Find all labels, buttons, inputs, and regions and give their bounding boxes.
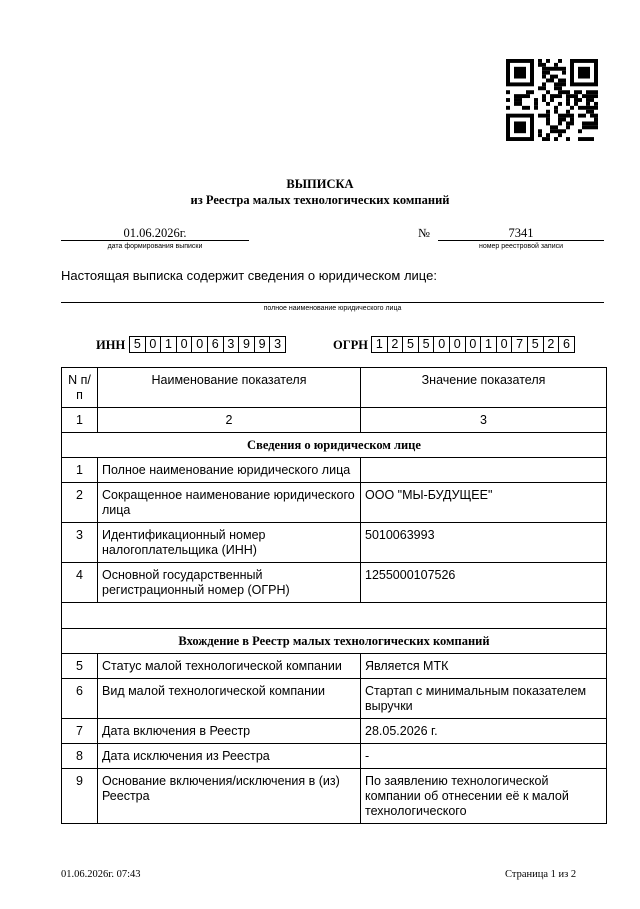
qr-module	[566, 121, 570, 125]
qr-module	[570, 121, 574, 125]
registry-table	[61, 367, 607, 824]
qr-module	[546, 110, 550, 114]
qr-module	[558, 118, 562, 122]
digit-cell: 2	[543, 336, 559, 353]
qr-module	[546, 137, 550, 141]
qr-module	[586, 94, 590, 98]
statement-text: Настоящая выписка содержит сведения о юридическом лице:	[61, 268, 437, 283]
qr-module	[554, 110, 558, 114]
qr-module	[546, 118, 550, 122]
qr-module	[582, 125, 586, 129]
company-name-line	[61, 288, 604, 303]
digit-cell: 9	[254, 336, 270, 353]
qr-module	[558, 121, 562, 125]
row-number: 7	[62, 719, 98, 744]
qr-module	[562, 118, 566, 122]
registry-number-caption: номер реестровой записи	[478, 243, 564, 250]
row-indicator: Основной государственный регистрационный номер (ОГРН)	[98, 563, 361, 603]
qr-module	[578, 129, 582, 133]
qr-module	[562, 71, 566, 75]
qr-module	[562, 82, 566, 86]
qr-module	[558, 79, 562, 83]
qr-module	[542, 114, 546, 118]
qr-module	[522, 94, 526, 98]
qr-module	[538, 59, 542, 63]
qr-module	[574, 90, 578, 94]
qr-module	[534, 98, 538, 102]
qr-module	[574, 102, 578, 106]
table-row	[62, 563, 607, 603]
qr-module	[538, 114, 542, 118]
row-indicator: Основание включения/исключения в (из) Реестра	[98, 769, 361, 824]
qr-module	[578, 137, 582, 141]
qr-module	[566, 137, 570, 141]
qr-module	[590, 98, 594, 102]
empty-row	[62, 603, 607, 629]
qr-module	[570, 106, 574, 110]
qr-module	[558, 129, 562, 133]
qr-module	[570, 94, 574, 98]
qr-module	[506, 90, 510, 94]
qr-module	[542, 94, 546, 98]
qr-module	[554, 75, 558, 79]
digit-cell: 5	[527, 336, 543, 353]
qr-code	[506, 59, 598, 141]
qr-module	[530, 90, 534, 94]
row-value: Стартап с минимальным показателем выручки	[361, 679, 607, 719]
registry-number-value: 7341	[508, 226, 534, 240]
qr-module	[550, 75, 554, 79]
qr-module	[558, 133, 562, 137]
qr-module	[590, 94, 594, 98]
row-value: -	[361, 744, 607, 769]
qr-module	[578, 106, 582, 110]
qr-module	[566, 90, 570, 94]
qr-module	[586, 102, 590, 106]
row-number: 1	[62, 458, 98, 483]
qr-module	[546, 90, 550, 94]
qr-module	[506, 98, 510, 102]
qr-module	[578, 90, 582, 94]
header-indicator: Наименование показателя	[98, 368, 361, 408]
row-number: 8	[62, 744, 98, 769]
qr-module	[518, 102, 522, 106]
row-number: 4	[62, 563, 98, 603]
qr-module	[590, 114, 594, 118]
qr-module	[562, 129, 566, 133]
section-header-row	[62, 629, 607, 654]
qr-module	[582, 137, 586, 141]
row-number: 6	[62, 679, 98, 719]
qr-module	[570, 118, 574, 122]
qr-module	[570, 114, 574, 118]
digit-cell: 1	[480, 336, 496, 353]
qr-module	[566, 98, 570, 102]
ogrn-label: ОГРН	[333, 338, 369, 352]
table-row	[62, 769, 607, 824]
table-row	[62, 523, 607, 563]
qr-module	[582, 121, 586, 125]
qr-module	[514, 102, 518, 106]
qr-module	[586, 137, 590, 141]
qr-module	[562, 67, 566, 71]
digit-cell: 0	[449, 336, 465, 353]
formation-date-value: 01.06.2026г.	[123, 226, 187, 240]
qr-module	[558, 102, 562, 106]
digit-cell: 0	[496, 336, 512, 353]
qr-module	[586, 121, 590, 125]
qr-module	[558, 82, 562, 86]
formation-date-caption: дата формирования выписки	[107, 243, 203, 250]
number-sign: №	[418, 226, 430, 240]
qr-module	[558, 94, 562, 98]
qr-module	[590, 125, 594, 129]
digit-cell: 1	[371, 336, 387, 353]
qr-module	[542, 71, 546, 75]
qr-module	[594, 114, 598, 118]
qr-module	[586, 110, 590, 114]
qr-module	[554, 63, 558, 67]
qr-module	[514, 67, 526, 79]
qr-module	[554, 86, 558, 90]
qr-module	[558, 67, 562, 71]
digit-cell: 5	[402, 336, 418, 353]
qr-module	[538, 86, 542, 90]
document-title: ВЫПИСКА	[286, 177, 354, 191]
qr-module	[582, 106, 586, 110]
col-number: 3	[361, 408, 607, 433]
table-row	[62, 719, 607, 744]
qr-module	[554, 125, 558, 129]
inn-label: ИНН	[96, 338, 126, 352]
row-number: 2	[62, 483, 98, 523]
qr-module	[590, 121, 594, 125]
qr-module	[550, 125, 554, 129]
qr-module	[586, 90, 590, 94]
row-value: По заявлению технологической компании об отнесении её к малой технологического	[361, 769, 607, 824]
digit-cell: 3	[223, 336, 239, 353]
qr-module	[562, 79, 566, 83]
table-row	[62, 679, 607, 719]
digit-cell: 5	[129, 336, 145, 353]
qr-module	[566, 125, 570, 129]
qr-module	[554, 129, 558, 133]
section-title: Вхождение в Реестр малых технологических компаний	[62, 629, 607, 654]
qr-module	[534, 106, 538, 110]
formation-date-field	[61, 226, 249, 241]
qr-module	[554, 137, 558, 141]
qr-module	[542, 75, 546, 79]
digit-cell: 5	[418, 336, 434, 353]
qr-module	[566, 114, 570, 118]
row-value: 1255000107526	[361, 563, 607, 603]
digit-cell: 1	[160, 336, 176, 353]
qr-module	[550, 79, 554, 83]
qr-module	[554, 82, 558, 86]
qr-module	[558, 90, 562, 94]
row-value	[361, 458, 607, 483]
qr-module	[578, 98, 582, 102]
qr-module	[554, 67, 558, 71]
qr-module	[526, 94, 530, 98]
qr-module	[522, 106, 526, 110]
qr-module	[506, 106, 510, 110]
qr-module	[546, 67, 550, 71]
qr-module	[542, 82, 546, 86]
digit-cell: 0	[176, 336, 192, 353]
qr-module	[586, 98, 590, 102]
qr-module	[546, 79, 550, 83]
digit-cell: 2	[387, 336, 403, 353]
qr-module	[542, 137, 546, 141]
header-num: N п/п	[62, 368, 98, 408]
qr-module	[546, 114, 550, 118]
row-value: ООО "МЫ-БУДУЩЕЕ"	[361, 483, 607, 523]
col-number: 2	[98, 408, 361, 433]
document-subtitle: из Реестра малых технологических компаний	[190, 193, 450, 207]
qr-module	[582, 94, 586, 98]
qr-module	[550, 129, 554, 133]
digit-cell: 0	[433, 336, 449, 353]
digit-cell: 0	[191, 336, 207, 353]
qr-module	[542, 86, 546, 90]
qr-module	[534, 102, 538, 106]
qr-module	[558, 59, 562, 63]
qr-module	[582, 114, 586, 118]
digit-cell: 9	[238, 336, 254, 353]
digit-cell: 6	[558, 336, 575, 353]
row-indicator: Идентификационный номер налогоплательщика (ИНН)	[98, 523, 361, 563]
qr-module	[546, 102, 550, 106]
qr-module	[538, 133, 542, 137]
qr-module	[562, 114, 566, 118]
header-value: Значение показателя	[361, 368, 607, 408]
row-indicator: Полное наименование юридического лица	[98, 458, 361, 483]
digit-cell: 6	[207, 336, 223, 353]
row-value: 28.05.2026 г.	[361, 719, 607, 744]
qr-module	[586, 106, 590, 110]
col-number: 1	[62, 408, 98, 433]
registry-number-field	[438, 226, 604, 241]
qr-module	[550, 94, 554, 98]
row-indicator: Дата исключения из Реестра	[98, 744, 361, 769]
ogrn-digit-cells	[371, 336, 575, 353]
qr-module	[518, 98, 522, 102]
qr-module	[526, 90, 530, 94]
qr-module	[594, 90, 598, 94]
footer-page-number: Страница 1 из 2	[505, 869, 577, 880]
qr-module	[590, 90, 594, 94]
qr-module	[566, 102, 570, 106]
row-indicator: Статус малой технологической компании	[98, 654, 361, 679]
row-indicator: Вид малой технологической компании	[98, 679, 361, 719]
row-value: Является МТК	[361, 654, 607, 679]
qr-module	[594, 106, 598, 110]
qr-module	[578, 67, 590, 79]
section-title: Сведения о юридическом лице	[62, 433, 607, 458]
qr-module	[586, 125, 590, 129]
qr-module	[562, 90, 566, 94]
table-row	[62, 744, 607, 769]
digit-cell: 0	[465, 336, 481, 353]
qr-module	[594, 102, 598, 106]
row-number: 5	[62, 654, 98, 679]
qr-module	[546, 59, 550, 63]
table-row	[62, 483, 607, 523]
qr-module	[594, 94, 598, 98]
qr-module	[514, 98, 518, 102]
company-name-caption: полное наименование юридического лица	[263, 305, 402, 312]
qr-module	[542, 67, 546, 71]
table-header-row	[62, 368, 607, 408]
qr-module	[546, 121, 550, 125]
qr-module	[542, 98, 546, 102]
qr-module	[538, 129, 542, 133]
qr-module	[574, 98, 578, 102]
qr-module	[550, 67, 554, 71]
column-number-row	[62, 408, 607, 433]
qr-module	[578, 114, 582, 118]
qr-module	[538, 63, 542, 67]
qr-module	[590, 110, 594, 114]
table-row	[62, 458, 607, 483]
row-indicator: Дата включения в Реестр	[98, 719, 361, 744]
inn-digit-cells	[129, 336, 286, 353]
qr-module	[574, 94, 578, 98]
table-row	[62, 654, 607, 679]
row-number: 3	[62, 523, 98, 563]
qr-module	[514, 94, 518, 98]
qr-module	[554, 94, 558, 98]
qr-module	[542, 63, 546, 67]
row-number: 9	[62, 769, 98, 824]
qr-module	[594, 121, 598, 125]
footer-timestamp: 01.06.2026г. 07:43	[61, 869, 141, 880]
qr-module	[594, 125, 598, 129]
qr-module	[558, 86, 562, 90]
qr-module	[554, 106, 558, 110]
qr-module	[514, 121, 526, 133]
digit-cell: 7	[511, 336, 527, 353]
qr-module	[546, 133, 550, 137]
qr-module	[566, 94, 570, 98]
section-header-row	[62, 433, 607, 458]
empty-cell	[62, 603, 607, 629]
qr-module	[594, 118, 598, 122]
row-indicator: Сокращенное наименование юридического лица	[98, 483, 361, 523]
digit-cell: 3	[269, 336, 286, 353]
qr-module	[566, 110, 570, 114]
digit-cell: 0	[145, 336, 161, 353]
qr-module	[590, 137, 594, 141]
qr-module	[546, 71, 550, 75]
row-value: 5010063993	[361, 523, 607, 563]
qr-module	[590, 106, 594, 110]
qr-module	[550, 98, 554, 102]
qr-module	[558, 114, 562, 118]
qr-module	[518, 94, 522, 98]
qr-module	[526, 106, 530, 110]
